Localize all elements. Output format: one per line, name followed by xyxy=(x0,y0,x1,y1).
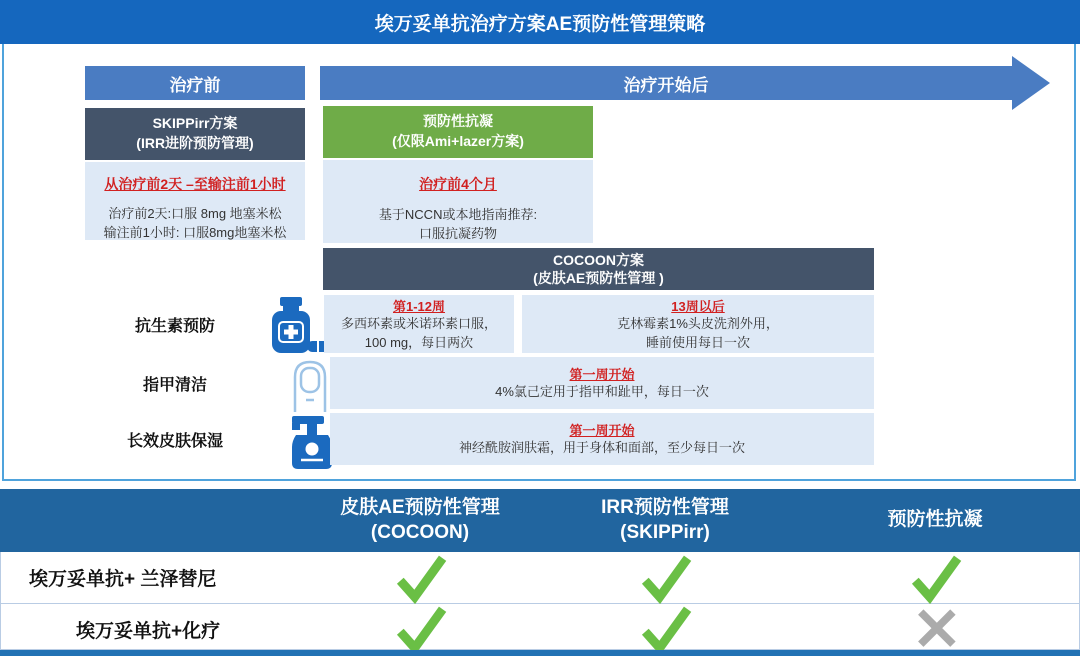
anticoag-detail-line2: 口服抗凝药物 xyxy=(418,225,497,241)
header-skippirr-line2: (SKIPPirr) xyxy=(620,521,710,543)
skippirr-detail-line2: 输注前1小时: 口服8mg地塞米松 xyxy=(103,224,287,240)
antibiotic-cell2-line2: 睡前使用每日一次 xyxy=(645,334,750,350)
anticoag-detail-box xyxy=(323,160,593,243)
anticoag-timing: 治疗前4个月 xyxy=(419,176,497,192)
comparison-table-header xyxy=(0,489,1080,552)
header-empty xyxy=(0,489,300,552)
skippirr-header-line2: (IRR进阶预防管理) xyxy=(136,135,254,151)
row2-mark-anticoag xyxy=(791,604,1080,654)
page-title: 埃万妥单抗治疗方案AE预防性管理策略 xyxy=(0,0,1080,44)
cocoon-header-line2: (皮肤AE预防性管理 ) xyxy=(533,270,664,286)
anticoag-detail-line1: 基于NCCN或本地指南推荐: xyxy=(378,207,538,222)
nail-cell xyxy=(330,357,874,409)
cocoon-header-line1: COCOON方案 xyxy=(553,251,644,268)
skippirr-detail-line1: 治疗前2天:口服 8mg 地塞米松 xyxy=(108,206,282,221)
arrow-right-icon xyxy=(1012,56,1050,110)
row2-mark-cocoon xyxy=(301,604,541,654)
anticoag-header-line1: 预防性抗凝 xyxy=(423,113,493,130)
row1-mark-anticoag xyxy=(791,552,1080,603)
antibiotic-cell2-line1: 克林霉素1%头皮洗剂外用， xyxy=(617,316,779,332)
cocoon-header xyxy=(323,248,874,290)
skippirr-detail-box xyxy=(85,162,305,240)
moisturize-cell xyxy=(330,413,874,465)
row-label-nail: 指甲清洁 xyxy=(142,376,207,394)
antibiotic-cell2-detail xyxy=(617,315,779,351)
row1-mark-cocoon xyxy=(301,552,541,603)
nail-cell-timing: 第一周开始 xyxy=(569,367,635,383)
skippirr-header-line1: SKIPPirr方案 xyxy=(152,115,238,132)
table-row-chemo xyxy=(0,604,1080,650)
header-skippirr-line1: IRR预防性管理 xyxy=(601,496,729,518)
anticoag-header xyxy=(323,106,593,158)
anticoag-header-line2: (仅限Ami+lazer方案) xyxy=(392,133,524,149)
antibiotic-cell1-line2: 100 mg，每日两次 xyxy=(364,334,474,350)
antibiotic-cell1-detail xyxy=(341,315,497,351)
header-anticoag xyxy=(790,489,1080,552)
header-cocoon-line2: (COCOON) xyxy=(370,521,470,543)
header-cocoon xyxy=(300,489,540,552)
row1-mark-skippirr xyxy=(541,552,791,603)
skippirr-detail xyxy=(104,205,287,243)
skippirr-timing: 从治疗前2天 –至输注前1小时 xyxy=(104,176,286,192)
skippirr-header xyxy=(85,108,305,160)
row2-label: 埃万妥单抗+化疗 xyxy=(76,620,221,642)
moisturize-cell-timing: 第一周开始 xyxy=(569,423,635,439)
nail-cell-line1: 4%氯己定用于指甲和趾甲，每日一次 xyxy=(495,384,709,400)
bottom-accent-bar xyxy=(0,650,1080,656)
antibiotic-cell1-timing: 第1-12周 xyxy=(392,299,446,315)
header-anticoag-line1: 预防性抗凝 xyxy=(887,509,983,531)
pill-bottle-icon xyxy=(260,296,332,354)
anticoag-detail xyxy=(379,206,537,244)
phase-pre-treatment: 治疗前 xyxy=(85,66,305,100)
row-label-antibiotic: 抗生素预防 xyxy=(134,317,215,335)
antibiotic-cell-week1-12 xyxy=(324,295,514,353)
table-row-lazertinib xyxy=(0,552,1080,604)
header-cocoon-line1: 皮肤AE预防性管理 xyxy=(340,496,500,518)
fingernail-icon xyxy=(290,358,330,414)
moisturize-cell-line1: 神经酰胺润肤霜，用于身体和面部，至少每日一次 xyxy=(458,440,745,456)
row1-label: 埃万妥单抗+ 兰泽替尼 xyxy=(29,569,217,590)
phase-post-treatment-arrow: 治疗开始后 xyxy=(320,66,1012,100)
header-skippirr xyxy=(540,489,790,552)
row2-mark-skippirr xyxy=(541,604,791,654)
row-label-moisturize: 长效皮肤保湿 xyxy=(126,432,223,450)
antibiotic-cell1-line1: 多西环素或米诺环素口服， xyxy=(340,316,497,332)
antibiotic-cell2-timing: 13周以后 xyxy=(671,299,725,315)
antibiotic-cell-week13plus xyxy=(522,295,874,353)
